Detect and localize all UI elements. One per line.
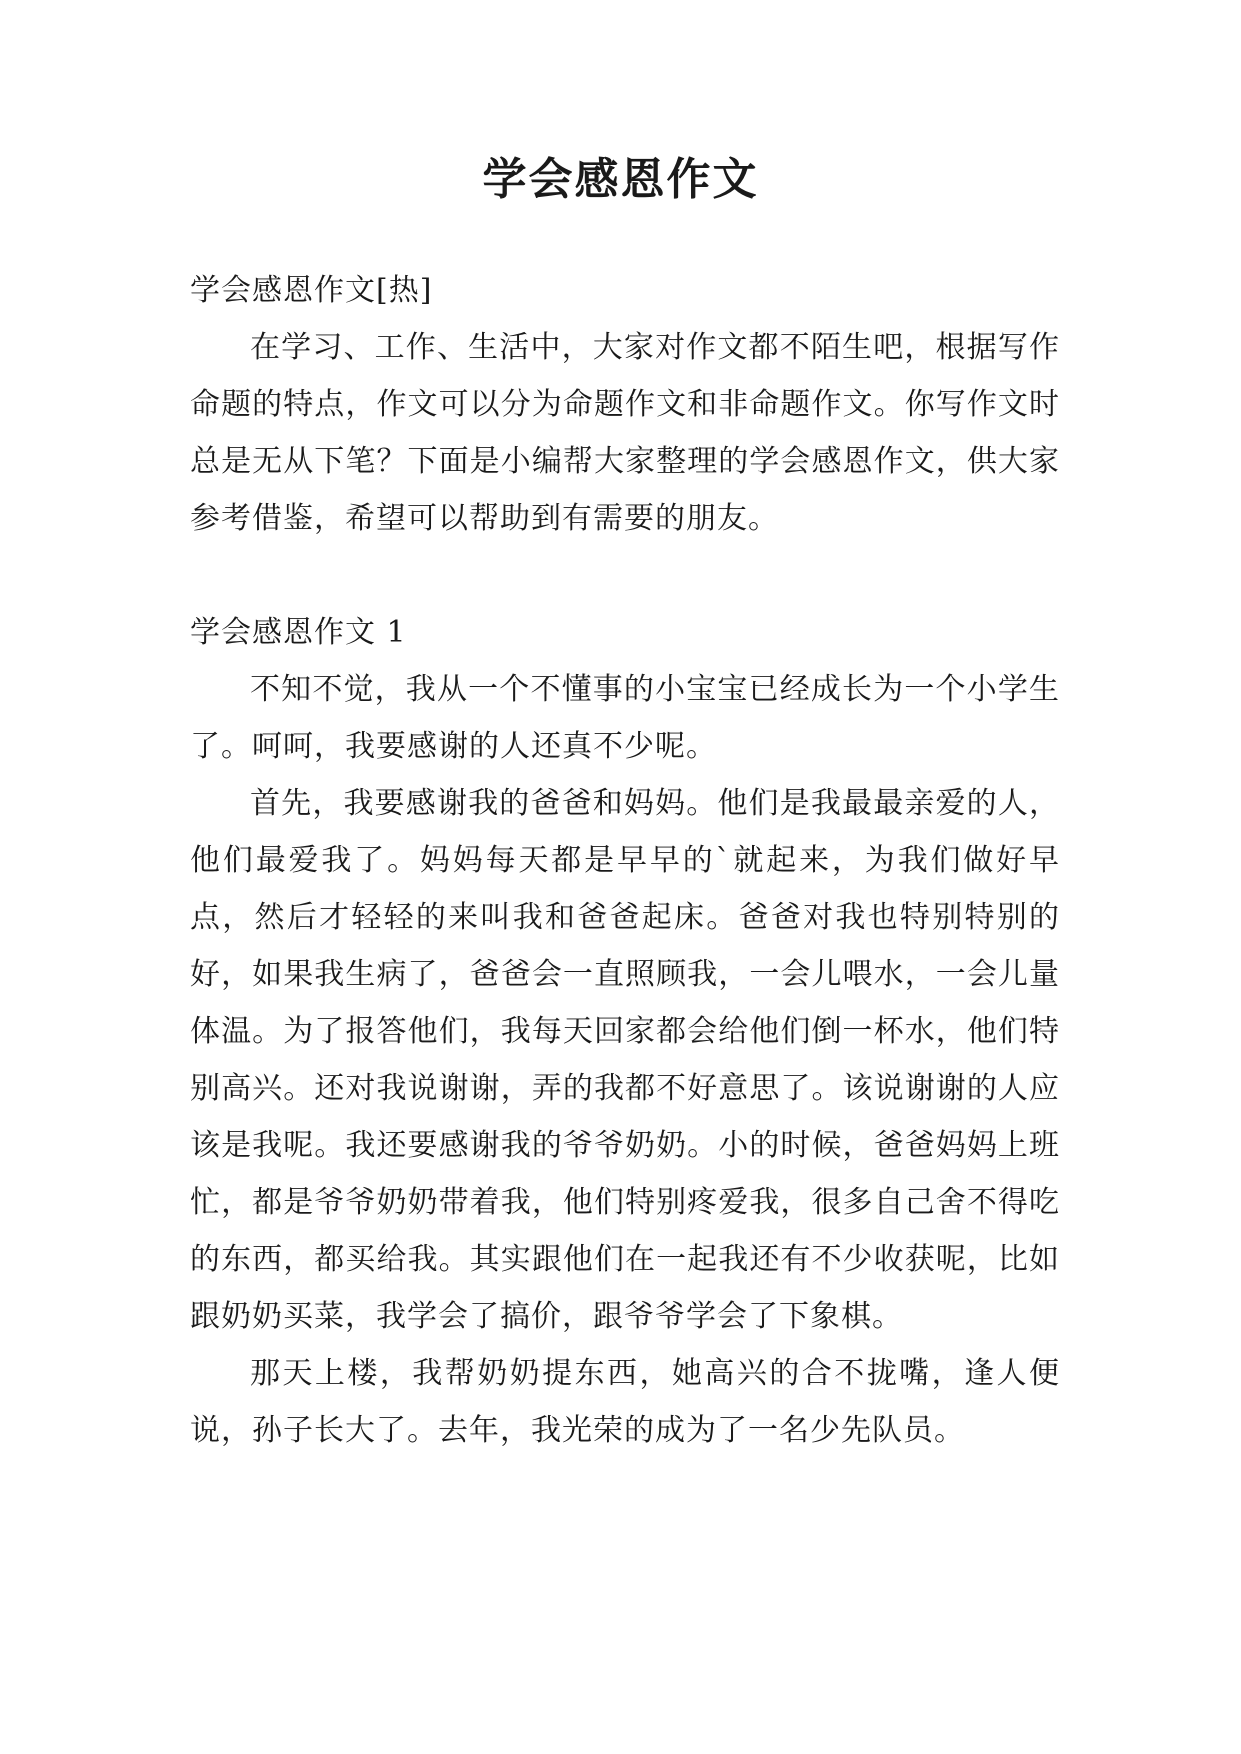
intro-heading: 学会感恩作文[热] (190, 273, 433, 308)
document-body (190, 262, 1060, 1459)
document-title: 学会感恩作文 (482, 154, 759, 205)
intro-paragraph: 在学习、工作、生活中，大家对作文都不陌生吧，根据写作命题的特点，作文可以分为命题作文和非命题作文。你写作文时总是无从下笔？下面是小编帮大家整理的学会感恩作文，供大家参考借鉴，希望可以帮助到有需要的朋友。 (190, 330, 1060, 536)
body-paragraph: 不知不觉，我从一个不懂事的小宝宝已经成长为一个小学生了。呵呵，我要感谢的人还真不少呢。 (190, 672, 1060, 764)
body-paragraph: 那天上楼，我帮奶奶提东西，她高兴的合不拢嘴，逢人便说，孙子长大了。去年，我光荣的成为了一名少先队员。 (190, 1356, 1060, 1448)
section-spacer (190, 547, 1060, 604)
section-heading: 学会感恩作文 1 (190, 615, 407, 650)
body-paragraph: 首先，我要感谢我的爸爸和妈妈。他们是我最最亲爱的人，他们最爱我了。妈妈每天都是早早的`就起来，为我们做好早点，然后才轻轻的来叫我和爸爸起床。爸爸对我也特别特别的好，如果我生病了，爸爸会一直照顾我，一会儿喂水，一会儿量体温。为了报答他们，我每天回家都会给他们倒一杯水，他们特别高兴。还对我说谢谢，弄的我都不好意思了。该说谢谢的人应该是我呢。我还要感谢我的爷爷奶奶。小的时候，爸爸妈妈上班忙，都是爷爷奶奶带着我，他们特别疼爱我，很多自己舍不得吃的东西，都买给我。其实跟他们在一起我还有不少收获呢，比如跟奶奶买菜，我学会了搞价，跟爷爷学会了下象棋。 (190, 786, 1060, 1334)
